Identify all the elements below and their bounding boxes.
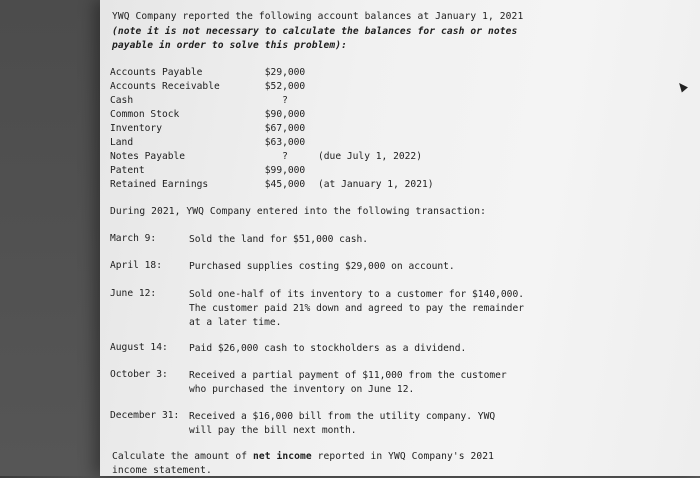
mouse-cursor-icon [676, 80, 688, 92]
transaction-line: The customer paid 21% down and agreed to pay the remainder [189, 303, 525, 314]
transaction-description [189, 233, 368, 247]
problem-intro [112, 10, 523, 54]
account-value: $67,000 [264, 123, 306, 134]
final-question-line-1 [112, 450, 494, 464]
account-value: $99,000 [264, 165, 306, 176]
account-name: Patent [110, 165, 145, 176]
transaction-line: Paid $26,000 cash to stockholders as a dividend. [189, 343, 467, 354]
account-value: $52,000 [264, 81, 306, 92]
transaction-date: April 18: [110, 260, 162, 271]
transaction-description [189, 342, 466, 356]
account-value: $29,000 [264, 67, 306, 78]
transaction-line: Purchased supplies costing $29,000 on account. [189, 261, 455, 272]
account-name: Cash [110, 95, 134, 106]
transaction-line: will pay the bill next month. [189, 425, 357, 436]
final-text-bold: net income [253, 451, 312, 462]
transaction-date: December 31: [110, 410, 180, 421]
intro-line-1: YWQ Company reported the following account balances at January 1, 2021 [112, 11, 524, 22]
transaction-line: Received a $16,000 bill from the utility company. YWQ [189, 411, 496, 422]
transaction-description [189, 369, 507, 397]
transactions-heading: During 2021, YWQ Company entered into the following transaction: [110, 206, 487, 217]
transaction-description [189, 260, 455, 274]
account-name: Retained Earnings [110, 179, 209, 190]
final-text-post: reported in YWQ Company's 2021 [311, 451, 494, 462]
account-value: $90,000 [264, 109, 306, 120]
transaction-description [189, 410, 495, 438]
transaction-line: Sold the land for $51,000 cash. [189, 234, 369, 245]
account-name: Common Stock [110, 109, 180, 120]
transaction-line: who purchased the inventory on June 12. [189, 384, 415, 395]
final-text-pre: Calculate the amount of [112, 451, 254, 462]
account-value: ? [282, 151, 288, 162]
final-question [112, 450, 494, 478]
transaction-line: Sold one-half of its inventory to a customer for $140,000. [189, 289, 525, 300]
account-note: (due July 1, 2022) [318, 151, 422, 162]
account-name: Land [110, 137, 134, 148]
document-page [100, 0, 700, 476]
account-note: (at January 1, 2021) [318, 179, 434, 190]
intro-line-3: payable in order to solve this problem): [112, 40, 348, 51]
transaction-date: August 14: [110, 342, 168, 353]
final-question-line-2: income statement. [112, 465, 212, 476]
transaction-line: at a later time. [189, 317, 282, 328]
account-value: $45,000 [264, 179, 306, 190]
account-value: ? [282, 95, 288, 106]
account-value: $63,000 [264, 137, 306, 148]
account-name: Notes Payable [110, 151, 186, 162]
transaction-date: October 3: [110, 369, 168, 380]
transaction-description [189, 288, 524, 330]
account-name: Inventory [110, 123, 162, 134]
transaction-line: Received a partial payment of $11,000 from the customer [189, 370, 507, 381]
account-name: Accounts Payable [110, 67, 203, 78]
transaction-date: June 12: [110, 288, 157, 299]
account-name: Accounts Receivable [110, 81, 220, 92]
transaction-date: March 9: [110, 233, 157, 244]
intro-line-2: (note it is not necessary to calculate the balances for cash or notes [112, 25, 518, 37]
